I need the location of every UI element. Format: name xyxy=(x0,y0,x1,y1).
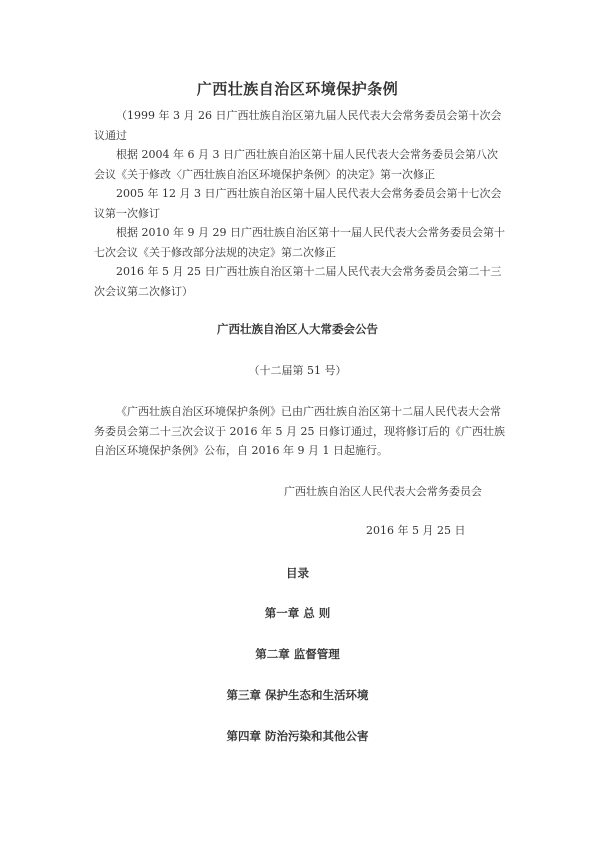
toc-chapter-1: 第一章 总 则 xyxy=(264,606,331,620)
toc-chapter-3: 第三章 保护生态和生活环境 xyxy=(226,688,369,702)
toc-title: 目录 xyxy=(286,566,309,580)
history-paragraph: 根据 2004 年 6 月 3 日广西壮族自治区第十届人民代表大会常务委员会第八次会议《关于修改〈广西壮族自治区环境保护条例〉的决定》第一次修正 xyxy=(94,148,498,181)
toc-chapter-2: 第二章 监督管理 xyxy=(255,647,340,661)
toc-chapter-4: 第四章 防治污染和其他公害 xyxy=(226,729,369,743)
history-paragraph: 2016 年 5 月 25 日广西壮族自治区第十二届人民代表大会常务委员会第二十三次会议第二次修订） xyxy=(94,265,502,298)
history-paragraph: 根据 2010 年 9 月 29 日广西壮族自治区第十一届人民代表大会常务委员会第十七次会议《关于修改部分法规的决定》第二次修正 xyxy=(94,226,505,259)
legislative-history xyxy=(94,106,506,301)
announcement-body: 《广西壮族自治区环境保护条例》已由广西壮族自治区第十二届人民代表大会常务委员会第二十三次会议于 2016 年 5 月 25 日修订通过，现将修订后的《广西壮族自治区环境保护条例》公布，自 2016 年 9 月 1 日起施行。 xyxy=(94,405,505,457)
document-title: 广西壮族自治区环境保护条例 xyxy=(196,80,399,98)
announcement-signer: 广西壮族自治区人民代表大会常务委员会 xyxy=(284,485,482,498)
announcement-number: （十二届第 51 号） xyxy=(248,364,347,377)
history-paragraph: 2005 年 12 月 3 日广西壮族自治区第十届人民代表大会常务委员会第十七次会议第一次修订 xyxy=(94,187,502,220)
announcement-date: 2016 年 5 月 25 日 xyxy=(366,524,466,537)
history-paragraph: （1999 年 3 月 26 日广西壮族自治区第九届人民代表大会常务委员会第十次会议通过 xyxy=(94,109,502,142)
announcement-title: 广西壮族自治区人大常委会公告 xyxy=(217,322,378,336)
